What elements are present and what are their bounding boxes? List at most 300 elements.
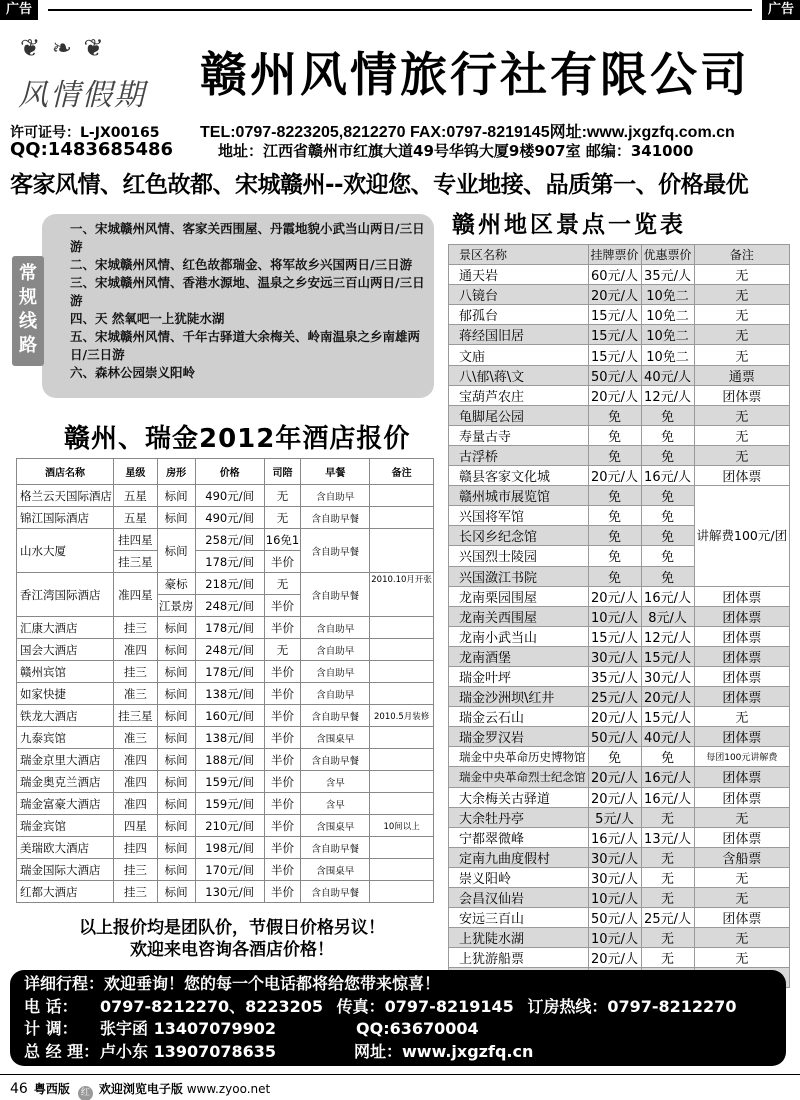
- hotel-star: 挂四: [114, 837, 158, 859]
- list-price: 20元/人: [588, 948, 641, 968]
- scenic-name: 八镜台: [449, 285, 589, 305]
- logo-text: 风情假期: [18, 78, 146, 113]
- discount-price: 12元/人: [641, 385, 694, 405]
- list-price: 25元/人: [588, 687, 641, 707]
- table-header: 房形: [157, 459, 195, 485]
- hotel-price: 248元/间: [195, 639, 264, 661]
- table-row: [449, 385, 790, 405]
- hotel-star: 准四: [114, 749, 158, 771]
- table-row: [449, 727, 790, 747]
- hotel-room-type: 标间: [157, 727, 195, 749]
- hotel-breakfast: 含自助早: [301, 661, 370, 683]
- scenic-name: 瑞金云石山: [449, 707, 589, 727]
- scenic-note: 含船票: [694, 847, 790, 867]
- hotel-breakfast: 含早: [301, 793, 370, 815]
- list-price: 15元/人: [588, 626, 641, 646]
- route-item: 三、宋城赣州风情、香港水源地、温泉之乡安远三百山两日/三日游: [70, 275, 425, 308]
- tel-value: 0797-8212270、8223205: [100, 996, 324, 1016]
- hotel-room-type: 标间: [157, 705, 195, 727]
- footnote-line: 以上报价均是团队价，节假日价格另议！: [79, 918, 385, 938]
- planner-label: 计 调：: [24, 1019, 78, 1038]
- table-row: [449, 405, 790, 425]
- hotel-escort: 无: [264, 485, 300, 507]
- hotel-star: 准四: [114, 639, 158, 661]
- contact-phone-line: [24, 996, 772, 1019]
- discount-price: 8元/人: [641, 606, 694, 626]
- top-rule: [48, 9, 752, 11]
- planner-value: 张宇函 13407079902: [100, 1019, 277, 1038]
- table-row: [449, 445, 790, 465]
- scenic-name: 蒋经国旧居: [449, 325, 589, 345]
- hotel-name: 香江湾国际酒店: [17, 573, 114, 617]
- table-row: [17, 837, 434, 859]
- hotel-escort: 半价: [264, 617, 300, 639]
- list-price: 50元/人: [588, 365, 641, 385]
- discount-price: 免: [641, 546, 694, 566]
- discount-price: 16元/人: [641, 767, 694, 787]
- hotel-name: 九泰宾馆: [17, 727, 114, 749]
- list-price: 20元/人: [588, 586, 641, 606]
- scenic-name: 瑞金罗汉岩: [449, 727, 589, 747]
- qq-number: QQ:1483685486: [10, 139, 174, 160]
- scenic-note: 团体票: [694, 767, 790, 787]
- hotel-name: 国会大酒店: [17, 639, 114, 661]
- hotel-star: 挂三星: [114, 551, 158, 573]
- hotel-escort: 无: [264, 573, 300, 595]
- table-row: [449, 747, 790, 767]
- scenic-name: 上犹陡水湖: [449, 928, 589, 948]
- scenic-name: 定南九曲度假村: [449, 847, 589, 867]
- hotel-name: 格兰云天国际酒店: [17, 485, 114, 507]
- table-row: [449, 646, 790, 666]
- list-price: 20元/人: [588, 767, 641, 787]
- hotel-star: 准三: [114, 683, 158, 705]
- scenic-name: 上犹游船票: [449, 948, 589, 968]
- hotel-price: 218元/间: [195, 573, 264, 595]
- hotel-star: 挂三星: [114, 705, 158, 727]
- petal-icon: ❦ ❧ ❦: [20, 34, 106, 62]
- hotel-breakfast: 含自助早餐: [301, 837, 370, 859]
- table-row: [449, 606, 790, 626]
- discount-price: 免: [641, 425, 694, 445]
- footnote-line: 欢迎来电咨询各酒店价格！: [130, 940, 334, 960]
- discount-price: 16元/人: [641, 787, 694, 807]
- hotel-name: 铁龙大酒店: [17, 705, 114, 727]
- hotel-breakfast: 含早: [301, 771, 370, 793]
- list-price: 10元/人: [588, 888, 641, 908]
- contact-planner-line: [24, 1018, 772, 1041]
- discount-price: 免: [641, 526, 694, 546]
- hotel-room-type: 标间: [157, 617, 195, 639]
- discount-price: 25元/人: [641, 908, 694, 928]
- discount-price: 10免二: [641, 305, 694, 325]
- ad-label-left: 广告: [0, 0, 38, 20]
- hotel-note: [370, 771, 434, 793]
- hotel-room-type: 标间: [157, 507, 195, 529]
- slogan: 客家风情、红色故都、宋城赣州--欢迎您、专业地接、品质第一、价格最优: [10, 172, 749, 198]
- hotel-price: 258元/间: [195, 529, 264, 551]
- table-header: 挂牌票价: [588, 245, 641, 265]
- discount-price: 40元/人: [641, 365, 694, 385]
- scenic-name: 古浮桥: [449, 445, 589, 465]
- hotel-breakfast: 含围桌早: [301, 727, 370, 749]
- contact-panel: [10, 970, 786, 1066]
- edition-label: 粤西版: [33, 1082, 70, 1096]
- list-price: 免: [588, 405, 641, 425]
- contact-intro: 详细行程：欢迎垂询！您的每一个电话都将给您带来惊喜！: [24, 974, 441, 993]
- hotel-room-type: 标间: [157, 837, 195, 859]
- scenic-name: 龙南小武当山: [449, 626, 589, 646]
- hotel-price: 490元/间: [195, 507, 264, 529]
- footer-rule: [0, 1074, 800, 1075]
- hotel-name: 美瑞欧大酒店: [17, 837, 114, 859]
- route-item: 六、森林公园崇义阳岭: [70, 365, 196, 380]
- scenic-note: 团体票: [694, 908, 790, 928]
- hotel-note: [370, 837, 434, 859]
- hotel-room-type: 标间: [157, 771, 195, 793]
- list-price: 50元/人: [588, 908, 641, 928]
- hotel-footnote: [22, 917, 442, 961]
- scenic-name: 瑞金中央革命烈士纪念馆: [449, 767, 589, 787]
- scenic-name: 宝葫芦农庄: [449, 385, 589, 405]
- discount-price: 无: [641, 807, 694, 827]
- hotel-room-type: 标间: [157, 683, 195, 705]
- hotel-room-type: 标间: [157, 485, 195, 507]
- scenic-note: 无: [694, 445, 790, 465]
- hotel-name: 锦江国际酒店: [17, 507, 114, 529]
- hotel-note: 2010.10月开张: [370, 573, 434, 617]
- scenic-name: 瑞金中央革命历史博物馆: [449, 747, 589, 767]
- scenic-note: 无: [694, 948, 790, 968]
- scenic-name: 安远三百山: [449, 908, 589, 928]
- list-price: 免: [588, 526, 641, 546]
- hotel-star: 挂三: [114, 881, 158, 903]
- hotel-title: 赣州、瑞金2012年酒店报价: [64, 424, 411, 454]
- scenic-name: 兴国潋江书院: [449, 566, 589, 586]
- table-row: [17, 529, 434, 551]
- discount-price: 无: [641, 847, 694, 867]
- list-price: 免: [588, 566, 641, 586]
- hotel-price: 248元/间: [195, 595, 264, 617]
- hotel-breakfast: 含围桌早: [301, 815, 370, 837]
- table-row: [449, 325, 790, 345]
- hotel-star: 挂三: [114, 661, 158, 683]
- hotel-breakfast: 含自助早餐: [301, 573, 370, 617]
- table-row: [449, 888, 790, 908]
- table-row: [449, 827, 790, 847]
- table-header: 备注: [370, 459, 434, 485]
- web-value[interactable]: www.jxgzfq.cn: [402, 1041, 534, 1061]
- scenic-name: 八\郁\蒋\文: [449, 365, 589, 385]
- browse-text: 欢迎浏览电子版: [98, 1082, 183, 1096]
- scenic-title: 赣州地区景点一览表: [452, 212, 686, 238]
- footer-website[interactable]: www.zyoo.net: [186, 1082, 271, 1096]
- table-row: [449, 345, 790, 365]
- routes-tab: 常规线路: [12, 256, 44, 366]
- list-price: 免: [588, 546, 641, 566]
- discount-price: 40元/人: [641, 727, 694, 747]
- hotel-price: 198元/间: [195, 837, 264, 859]
- scenic-note: 无: [694, 707, 790, 727]
- table-row: [17, 573, 434, 595]
- table-header-row: [17, 459, 434, 485]
- table-header: 酒店名称: [17, 459, 114, 485]
- web-label: 网址：: [354, 1041, 403, 1061]
- list-price: 50元/人: [588, 727, 641, 747]
- discount-price: 30元/人: [641, 666, 694, 686]
- scenic-note: 无: [694, 305, 790, 325]
- table-row: [17, 859, 434, 881]
- scenic-note: 无: [694, 325, 790, 345]
- discount-price: 免: [641, 445, 694, 465]
- hotel-star: 五星: [114, 485, 158, 507]
- hotel-price: 178元/间: [195, 661, 264, 683]
- brand-circle-icon: 红: [78, 1086, 93, 1100]
- discount-price: 无: [641, 888, 694, 908]
- hotel-escort: 半价: [264, 749, 300, 771]
- hotel-star: 准四: [114, 771, 158, 793]
- scenic-note: 无: [694, 265, 790, 285]
- scenic-note: 无: [694, 888, 790, 908]
- table-header: 优惠票价: [641, 245, 694, 265]
- scenic-note: 团体票: [694, 626, 790, 646]
- company-name: 赣州风情旅行社有限公司: [200, 48, 750, 103]
- table-row: [17, 749, 434, 771]
- table-row: [449, 626, 790, 646]
- contact-line: TEL:0797-8223205,8212270 FAX:0797-8219145网址:www.jxgzfq.com.cn: [200, 124, 735, 141]
- discount-price: 12元/人: [641, 626, 694, 646]
- list-price: 免: [588, 425, 641, 445]
- company-logo: [6, 30, 196, 120]
- hotel-name: 汇康大酒店: [17, 617, 114, 639]
- discount-price: 16元/人: [641, 586, 694, 606]
- hotel-room-type: 标间: [157, 639, 195, 661]
- scenic-note: 无: [694, 807, 790, 827]
- hotel-room-type: 标间: [157, 859, 195, 881]
- hotel-price: 178元/间: [195, 551, 264, 573]
- table-header: 司陪: [264, 459, 300, 485]
- hotel-room-type: 江景房: [157, 595, 195, 617]
- discount-price: 16元/人: [641, 466, 694, 486]
- scenic-note: 无: [694, 425, 790, 445]
- hotel-breakfast: 含自助早: [301, 617, 370, 639]
- hotel-room-type: 标间: [157, 529, 195, 573]
- scenic-note: 无: [694, 345, 790, 365]
- tel-label: 电 话：: [24, 996, 78, 1016]
- discount-price: 免: [641, 506, 694, 526]
- scenic-note: 团体票: [694, 687, 790, 707]
- list-price: 30元/人: [588, 867, 641, 887]
- list-price: 16元/人: [588, 827, 641, 847]
- hotel-note: 2010.5月装修: [370, 705, 434, 727]
- hotel-price: 210元/间: [195, 815, 264, 837]
- table-row: [449, 666, 790, 686]
- table-header: 星级: [114, 459, 158, 485]
- scenic-note: 团体票: [694, 787, 790, 807]
- hotel-name: 山水大厦: [17, 529, 114, 573]
- scenic-note: 无: [694, 928, 790, 948]
- table-header: 早餐: [301, 459, 370, 485]
- discount-price: 无: [641, 928, 694, 948]
- hotel-name: 红都大酒店: [17, 881, 114, 903]
- hotel-note: [370, 485, 434, 507]
- hotel-star: 准三: [114, 727, 158, 749]
- address-line: 地址：江西省赣州市红旗大道49号华钨大厦9楼907室 邮编：341000: [218, 142, 694, 160]
- scenic-name: 长冈乡纪念馆: [449, 526, 589, 546]
- table-row: [17, 617, 434, 639]
- hotel-room-type: 标间: [157, 881, 195, 903]
- hotel-note: [370, 529, 434, 573]
- discount-price: 35元/人: [641, 265, 694, 285]
- hotel-price: 130元/间: [195, 881, 264, 903]
- hotel-name: 如家快捷: [17, 683, 114, 705]
- table-header: 备注: [694, 245, 790, 265]
- hotel-escort: 半价: [264, 705, 300, 727]
- scenic-note: 团体票: [694, 727, 790, 747]
- hotel-star: 五星: [114, 507, 158, 529]
- table-header: 价格: [195, 459, 264, 485]
- discount-price: 无: [641, 948, 694, 968]
- hotel-star: 准四星: [114, 573, 158, 617]
- hotel-price: 138元/间: [195, 683, 264, 705]
- scenic-name: 宁都翠微峰: [449, 827, 589, 847]
- hotel-breakfast: 含围桌早: [301, 859, 370, 881]
- scenic-name: 瑞金叶坪: [449, 666, 589, 686]
- hotel-escort: 半价: [264, 793, 300, 815]
- list-price: 10元/人: [588, 606, 641, 626]
- scenic-name: 大余牡丹亭: [449, 807, 589, 827]
- hotline-value: 0797-8212270: [607, 996, 737, 1016]
- scenic-name: 龙南栗园围屋: [449, 586, 589, 606]
- table-row: [449, 787, 790, 807]
- ad-label-right: 广告: [762, 0, 800, 20]
- hotel-price: 490元/间: [195, 485, 264, 507]
- hotel-price: 160元/间: [195, 705, 264, 727]
- discount-price: 20元/人: [641, 687, 694, 707]
- hotel-escort: 半价: [264, 815, 300, 837]
- route-item: 二、宋城赣州风情、红色故都瑞金、将军故乡兴国两日/三日游: [70, 257, 413, 272]
- discount-price: 无: [641, 867, 694, 887]
- scenic-name: 郁孤台: [449, 305, 589, 325]
- hotel-room-type: 标间: [157, 749, 195, 771]
- fax-label: 传真：: [336, 996, 385, 1016]
- table-row: [449, 586, 790, 606]
- list-price: 免: [588, 445, 641, 465]
- table-row: [449, 847, 790, 867]
- hotel-price: 178元/间: [195, 617, 264, 639]
- hotel-escort: 半价: [264, 661, 300, 683]
- hotel-room-type: 豪标: [157, 573, 195, 595]
- hotline-label: 订房热线：: [527, 996, 608, 1016]
- table-row: [449, 466, 790, 486]
- hotel-note: [370, 661, 434, 683]
- page-number: 46: [10, 1081, 28, 1097]
- hotel-note: [370, 507, 434, 529]
- discount-price: 10免二: [641, 325, 694, 345]
- contact-manager-line: [24, 1041, 772, 1064]
- hotel-star: 挂三: [114, 617, 158, 639]
- hotel-breakfast: 含自助早: [301, 639, 370, 661]
- table-row: [17, 705, 434, 727]
- hotel-note: [370, 881, 434, 903]
- scenic-name: 瑞金沙洲坝\红井: [449, 687, 589, 707]
- list-price: 20元/人: [588, 787, 641, 807]
- scenic-note: 通票: [694, 365, 790, 385]
- hotel-escort: 无: [264, 507, 300, 529]
- discount-price: 15元/人: [641, 646, 694, 666]
- scenic-name: 崇义阳岭: [449, 867, 589, 887]
- table-row: [449, 305, 790, 325]
- table-row: [17, 639, 434, 661]
- hotel-name: 瑞金京里大酒店: [17, 749, 114, 771]
- lecture-fee-note: 讲解费100元/团: [694, 486, 790, 586]
- scenic-name: 赣州城市展览馆: [449, 486, 589, 506]
- table-row: [449, 486, 790, 506]
- list-price: 20元/人: [588, 466, 641, 486]
- table-row: [449, 908, 790, 928]
- hotel-name: 瑞金奥克兰酒店: [17, 771, 114, 793]
- table-row: [17, 727, 434, 749]
- table-row: [17, 507, 434, 529]
- scenic-name: 通天岩: [449, 265, 589, 285]
- table-row: [449, 687, 790, 707]
- scenic-name: 龟脚尾公园: [449, 405, 589, 425]
- discount-price: 免: [641, 747, 694, 767]
- hotel-price: 170元/间: [195, 859, 264, 881]
- table-row: [449, 707, 790, 727]
- route-item: 一、宋城赣州风情、客家关西围屋、丹霞地貌小武当山两日/三日游: [70, 221, 425, 254]
- hotel-escort: 半价: [264, 551, 300, 573]
- hotel-breakfast: 含自助早: [301, 485, 370, 507]
- table-row: [17, 815, 434, 837]
- hotel-escort: 半价: [264, 859, 300, 881]
- scenic-note: 团体票: [694, 385, 790, 405]
- list-price: 20元/人: [588, 385, 641, 405]
- hotel-room-type: 标间: [157, 661, 195, 683]
- list-price: 15元/人: [588, 305, 641, 325]
- route-item: 五、宋城赣州风情、千年古驿道大余梅关、岭南温泉之乡南雄两日/三日游: [70, 329, 421, 362]
- discount-price: 15元/人: [641, 707, 694, 727]
- hotel-star: 准四: [114, 793, 158, 815]
- page-footer: [10, 1080, 270, 1100]
- scenic-name: 龙南酒堡: [449, 646, 589, 666]
- hotel-breakfast: 含自助早餐: [301, 529, 370, 573]
- hotel-room-type: 标间: [157, 815, 195, 837]
- hotel-table: [16, 458, 434, 903]
- scenic-note: 团体票: [694, 466, 790, 486]
- table-row: [17, 881, 434, 903]
- hotel-price: 159元/间: [195, 771, 264, 793]
- manager-value: 卢小东 13907078635: [100, 1041, 277, 1061]
- hotel-note: [370, 683, 434, 705]
- hotel-price: 188元/间: [195, 749, 264, 771]
- hotel-escort: 半价: [264, 683, 300, 705]
- list-price: 60元/人: [588, 265, 641, 285]
- hotel-name: 瑞金富豪大酒店: [17, 793, 114, 815]
- hotel-escort: 半价: [264, 727, 300, 749]
- scenic-note: 无: [694, 867, 790, 887]
- hotel-breakfast: 含自助早餐: [301, 705, 370, 727]
- scenic-name: 寿量古寺: [449, 425, 589, 445]
- table-row: [17, 661, 434, 683]
- hotel-name: 赣州宾馆: [17, 661, 114, 683]
- hotel-escort: 无: [264, 639, 300, 661]
- hotel-escort: 16免1: [264, 529, 300, 551]
- hotel-note: [370, 793, 434, 815]
- table-row: [449, 285, 790, 305]
- hotel-price: 138元/间: [195, 727, 264, 749]
- discount-price: 10免二: [641, 345, 694, 365]
